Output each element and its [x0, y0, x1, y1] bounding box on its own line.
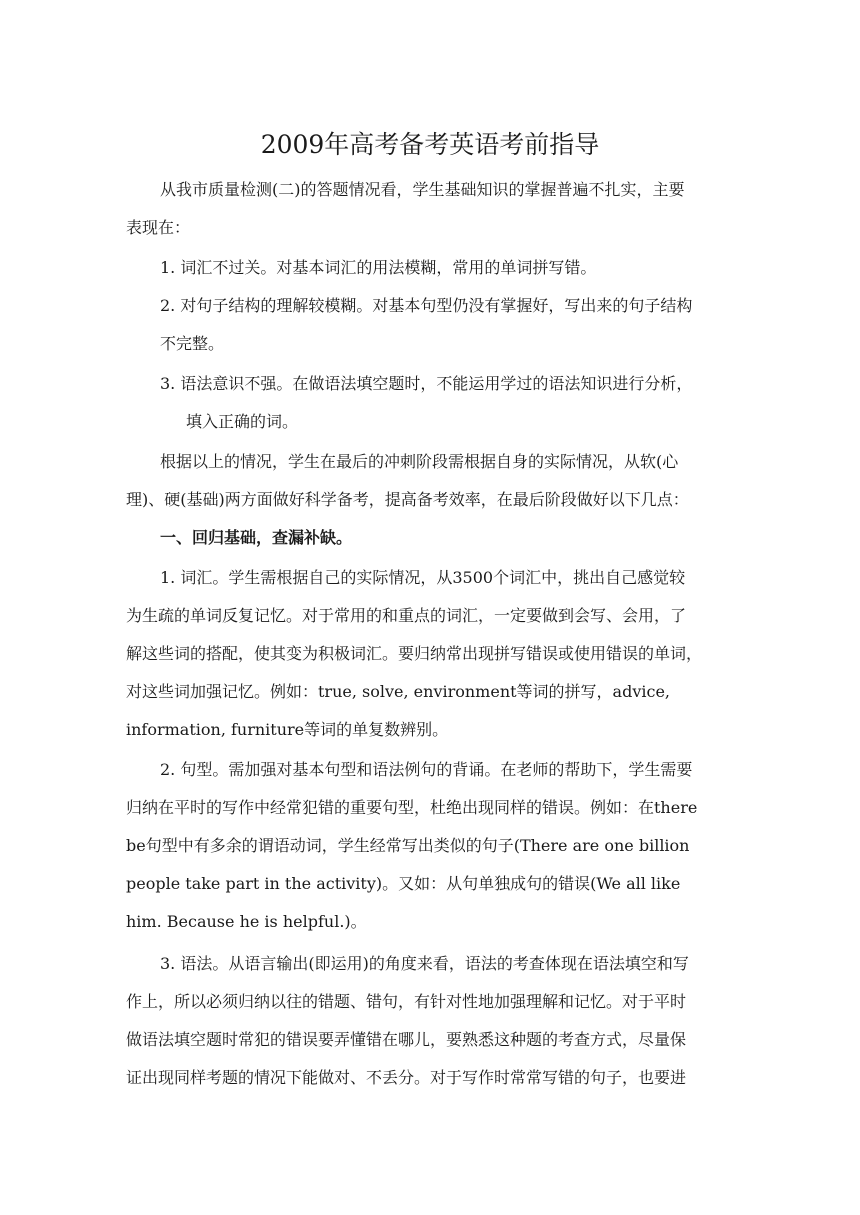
- paragraph-line: 根据以上的情况，学生在最后的冲刺阶段需根据自身的实际情况，从软(心: [160, 452, 679, 471]
- paragraph-line: 做语法填空题时常犯的错误要弄懂错在哪儿，要熟悉这种题的考查方式，尽量保: [126, 1030, 687, 1049]
- section-heading: 一、回归基础，查漏补缺。: [160, 528, 353, 547]
- paragraph-line: him. Because he is helpful.)。: [126, 912, 367, 931]
- paragraph-line: 理)、硬(基础)两方面做好科学备考，提高备考效率，在最后阶段做好以下几点：: [126, 490, 689, 509]
- paragraph-line: 2. 对句子结构的理解较模糊。对基本句型仍没有掌握好，写出来的句子结构: [160, 296, 693, 315]
- paragraph-line: 对这些词加强记忆。例如：true, solve, environment等词的拼写，advice,: [126, 682, 671, 701]
- paragraph-line: 证出现同样考题的情况下能做对、不丢分。对于写作时常常写错的句子，也要进: [126, 1068, 687, 1087]
- paragraph-line: 3. 语法意识不强。在做语法填空题时，不能运用学过的语法知识进行分析，: [160, 374, 693, 393]
- paragraph-line: 3. 语法。从语言输出(即运用)的角度来看，语法的考查体现在语法填空和写: [160, 954, 689, 973]
- paragraph-line: 解这些词的搭配，使其变为积极词汇。要归纳常出现拼写错误或使用错误的单词，: [126, 644, 703, 663]
- paragraph-line: information, furniture等词的单复数辨别。: [126, 720, 449, 739]
- paragraph-line: 1. 词汇。学生需根据自己的实际情况，从3500个词汇中，挑出自己感觉较: [160, 568, 686, 587]
- paragraph-line: 作上，所以必须归纳以往的错题、错句，有针对性地加强理解和记忆。对于平时: [126, 992, 687, 1011]
- paragraph-line: 2. 句型。需加强对基本句型和语法例句的背诵。在老师的帮助下，学生需要: [160, 760, 693, 779]
- paragraph-line: be句型中有多余的谓语动词，学生经常写出类似的句子(There are one billion: [126, 836, 690, 855]
- paragraph-line: 填入正确的词。: [186, 412, 299, 431]
- paragraph-line: 为生疏的单词反复记忆。对于常用的和重点的词汇，一定要做到会写、会用，了: [126, 606, 687, 625]
- paragraph-line: people take part in the activity)。又如：从句单独成句的错误(We all like: [126, 874, 681, 893]
- paragraph-line: 表现在：: [126, 218, 191, 237]
- paragraph-line: 从我市质量检测(二)的答题情况看，学生基础知识的掌握普遍不扎实，主要: [160, 180, 685, 199]
- paragraph-line: 归纳在平时的写作中经常犯错的重要句型，杜绝出现同样的错误。例如：在there: [126, 798, 698, 817]
- paragraph-line: 不完整。: [160, 334, 225, 353]
- document-title: 2009年高考备考英语考前指导: [260, 130, 600, 159]
- paragraph-line: 1. 词汇不过关。对基本词汇的用法模糊，常用的单词拼写错。: [160, 258, 597, 277]
